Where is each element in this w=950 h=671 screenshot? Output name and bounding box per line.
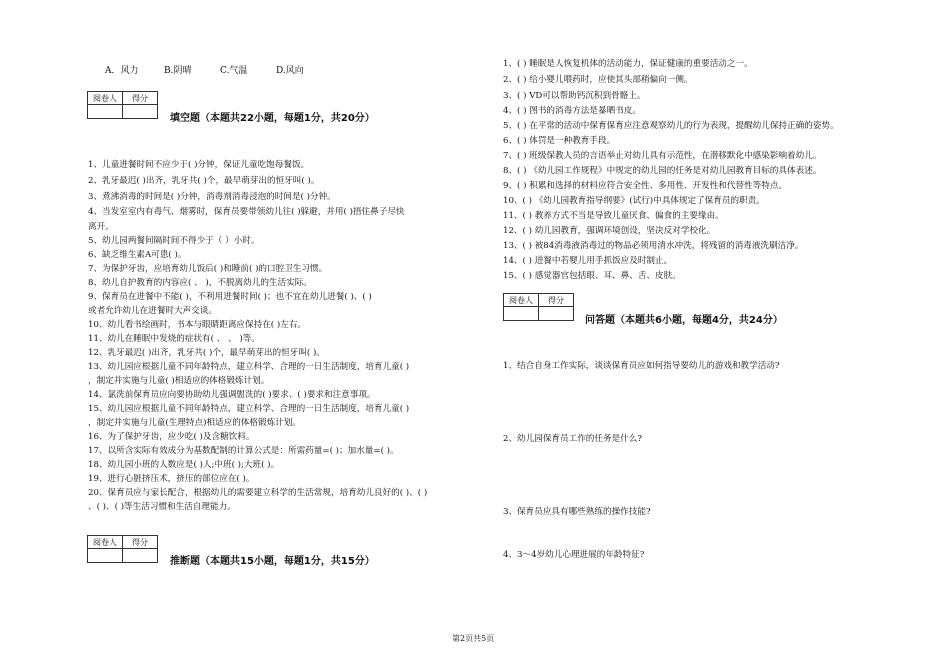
fill-line: 1、儿童进餐时间不应少于( )分钟，保证儿童吃饱每餐饭。 — [88, 160, 310, 170]
option-b: B.阴晴 — [164, 66, 192, 76]
score-cell-grader: 阅卷人 — [504, 294, 539, 307]
option-d: D.风向 — [276, 66, 304, 76]
score-cell-empty — [123, 549, 158, 563]
fill-line: 6、缺乏维生素A可患( )。 — [88, 250, 187, 260]
tf-line: 15、( ) 感觉器官包括眼、耳、鼻、舌、皮肤。 — [503, 271, 681, 281]
fill-line: 9、保育员在进餐中不能( )，不利用进餐时间( )；也不宜在幼儿进餐( )、( ) — [88, 292, 372, 302]
score-cell-empty — [88, 549, 123, 563]
qa-question: 1、结合自身工作实际，谈谈保育员应如何指导要幼儿的游戏和教学活动? — [503, 361, 780, 371]
score-cell-empty — [539, 307, 574, 321]
score-table-qa — [503, 293, 574, 321]
tf-line: 6、( ) 体罚是一种教育手段。 — [503, 136, 616, 146]
fill-section-title: 填空题（本题共22小题，每题1分，共20分） — [170, 113, 375, 124]
score-table-judge — [87, 535, 158, 563]
fill-line: 12、乳牙最迟( )出齐，乳牙共( )个，最早萌芽出的恒牙叫( )。 — [88, 348, 325, 358]
fill-line: 2、乳牙最迟( )出齐，乳牙共( )个，最早萌芽出的恒牙叫( )。 — [88, 176, 320, 186]
tf-line: 5、( ) 在平常的活动中保育保育应注意观察幼儿的行为表现，提醒幼儿保持正确的姿势。 — [503, 121, 839, 131]
score-cell-empty — [504, 307, 539, 321]
fill-line: 4、当发室室内有毒气、烟雾时，保育员要带领幼儿往( )躲避，并用( )捂住鼻子尽快 — [88, 207, 405, 217]
tf-line: 9、( ) 积累和选择的材料应符合安全性、多用性、开发性和代替性等特点。 — [503, 181, 788, 191]
fill-line: 16、为了保护牙齿，应少吃( )及含糖饮料。 — [88, 432, 255, 442]
page-footer: 第2页共5页 — [452, 634, 495, 643]
score-cell-score: 得分 — [123, 92, 158, 105]
tf-line: 14、( ) 进餐中若婴儿用手抓饭应及时制止。 — [503, 256, 673, 266]
tf-line: 8、( ) 《幼儿园工作规程》中规定的幼儿园的任务是对幼儿园教育目标的具体表述。 — [503, 166, 822, 176]
tf-line: 12、( ) 幼儿园教育，强调环境创设，坚决反对学校化。 — [503, 226, 716, 236]
score-cell-empty — [123, 105, 158, 119]
fill-line: 3、煮沸消毒的时间是( )分钟，消毒剂消毒浸泡的时间是( )分钟。 — [88, 192, 336, 202]
tf-line: 4、( ) 图书的消毒方法是暴晒书皮。 — [503, 106, 641, 116]
fill-line: 20、保育员应与家长配合，根据幼儿的需要建立科学的生活常规，培育幼儿良好的( )、( ) — [88, 488, 428, 498]
qa-section-title: 问答题（本题共6小题，每题4分，共24分） — [585, 315, 783, 326]
score-cell-score: 得分 — [123, 536, 158, 549]
judge-section-title: 推断题（本题共15小题，每题1分，共15分） — [170, 556, 375, 567]
fill-line: 离开。 — [88, 222, 114, 232]
fill-line: 15、幼儿园应根据儿童不同年龄特点，建立科学、合理的一日生活制度，培育儿童( ) — [88, 404, 410, 414]
tf-line: 11、( ) 教养方式不当是导致儿童厌食、偏食的主要缘由。 — [503, 211, 724, 221]
fill-line: ，制定并实施与儿童(生理特点)相适应的体格锻炼计划。 — [88, 418, 301, 428]
score-cell-grader: 阅卷人 — [88, 536, 123, 549]
fill-line: 10、幼儿看书绘画时，书本与眼睛距离应保持在( )左右。 — [88, 320, 307, 330]
qa-question: 4、3～4岁幼儿心理进展的年龄特征? — [503, 550, 645, 560]
tf-line: 2、( ) 给小婴儿喂药时，应使其头部稍偏向一侧。 — [503, 75, 693, 85]
fill-line: 13、幼儿园应根据儿童不同年龄特点，建立科学、合理的一日生活制度，培育儿童( ) — [88, 362, 410, 372]
fill-line: 5、幼儿园两餐间隔时间不得少于（ ）小时。 — [88, 236, 260, 246]
qa-question: 2、幼儿园保育员工作的任务是什么? — [503, 434, 642, 444]
score-cell-grader: 阅卷人 — [88, 92, 123, 105]
fill-line: 14、氯洗前保育员应向要协助幼儿强调盥洗的( )要求、( )要求和注意事项。 — [88, 390, 376, 400]
fill-line: ，制定并实施与儿童( )相适应的体格锻炼计划。 — [88, 376, 270, 386]
fill-line: 17、以所含实际有效成分为基数配制的计算公式是：所需药量=( )；加水量=( )。 — [88, 446, 399, 456]
score-table-fill — [87, 91, 158, 119]
fill-line: 、( )、( )等生活习惯和生活自理能力。 — [88, 502, 236, 512]
fill-line: 7、为保护牙齿，应培育幼儿饭后( )和睡前( )的口腔卫生习惯。 — [88, 264, 328, 274]
score-cell-empty — [88, 105, 123, 119]
option-a: A．风力 — [105, 66, 139, 76]
tf-line: 1、( ) 睡眠是人恢复机体的活动能力，保证健康的重要活动之一。 — [503, 59, 753, 69]
fill-line: 11、幼儿在睡眠中发烧的症状有( 、 、 )等。 — [88, 334, 260, 344]
fill-line: 19、进行心脏挤压术，挤压的部位应在( )。 — [88, 474, 255, 484]
option-c: C.气温 — [220, 66, 248, 76]
tf-line: 7、( ) 班级保教人员的言语举止对幼儿具有示范性，在潜移默化中感染影响着幼儿。 — [503, 151, 822, 161]
fill-line: 18、幼儿园小班的人数应是( )人;中班( );大班( )。 — [88, 460, 280, 470]
tf-line: 10、( ) 《幼儿园教育指导纲要》(试行)中具体规定了保育员的职责。 — [503, 196, 765, 206]
qa-question: 3、保育员应具有哪些熟练的操作技能? — [503, 507, 651, 517]
fill-line: 或者允许幼儿在进餐时大声交谈。 — [88, 306, 217, 316]
fill-line: 8、幼儿自护教育的内容应( 、 )，不脱离幼儿的生活实际。 — [88, 278, 312, 288]
tf-line: 13、( ) 被84消毒液消毒过的物品必须用清水冲洗，将残留的消毒液洗刷洁净。 — [503, 241, 804, 251]
tf-line: 3、( ) VD可以帮助钙沉积到骨骼上。 — [503, 91, 646, 101]
score-cell-score: 得分 — [539, 294, 574, 307]
